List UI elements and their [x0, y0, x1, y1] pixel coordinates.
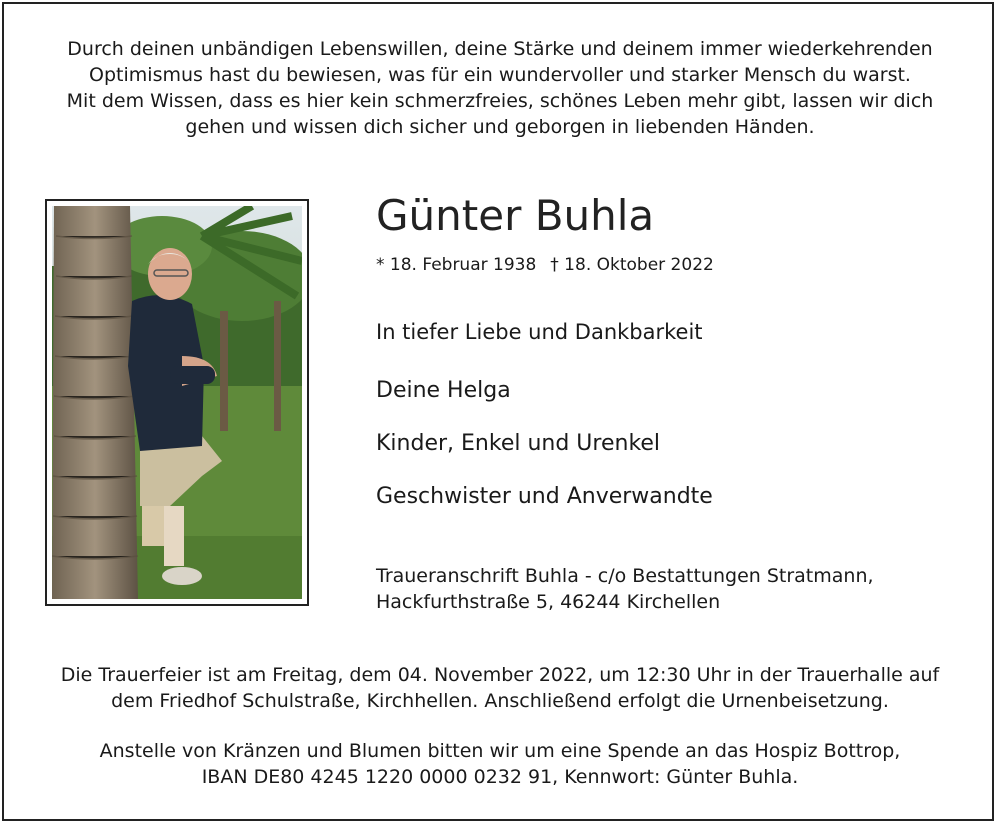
address-line: Hackfurthstraße 5, 46244 Kirchellen: [376, 591, 721, 613]
portrait-illustration: [52, 206, 302, 599]
birth-date: * 18. Februar 1938: [376, 255, 537, 275]
intro-line: Mit dem Wissen, dass es hier kein schmerzfreies, schönes Leben mehr gibt, lassen wir dich: [66, 90, 934, 112]
intro-text: [20, 36, 980, 140]
life-dates: [376, 253, 714, 277]
address-line: Traueranschrift Buhla - c/o Bestattungen Stratmann,: [376, 565, 874, 587]
mourning-address: [376, 563, 874, 615]
portrait-photo: [52, 206, 302, 599]
donation-line: IBAN DE80 4245 1220 0000 0232 91, Kennwort: Günter Buhla.: [201, 766, 799, 788]
love-line: In tiefer Liebe und Dankbarkeit: [376, 320, 703, 344]
donation-text: [20, 738, 980, 790]
ceremony-line: Die Trauerfeier ist am Freitag, dem 04. November 2022, um 12:30 Uhr in der Trauerhalle auf: [60, 664, 940, 686]
portrait-frame: [45, 199, 309, 606]
mourner-item: Deine Helga: [376, 378, 511, 403]
donation-line: Anstelle von Kränzen und Blumen bitten wir um eine Spende an das Hospiz Bottrop,: [99, 740, 901, 762]
intro-line: Optimismus hast du bewiesen, was für ein wundervoller und starker Mensch du warst.: [89, 64, 911, 86]
death-date: † 18. Oktober 2022: [550, 255, 714, 275]
ceremony-text: [20, 662, 980, 714]
ceremony-line: dem Friedhof Schulstraße, Kirchhellen. Anschließend erfolgt die Urnenbeisetzung.: [111, 690, 889, 712]
mourners-list: [376, 375, 713, 534]
intro-line: Durch deinen unbändigen Lebenswillen, deine Stärke und deinem immer wiederkehrenden: [67, 38, 933, 60]
mourner-item: Geschwister und Anverwandte: [376, 484, 713, 509]
intro-line: gehen und wissen dich sicher und geborgen in liebenden Händen.: [185, 116, 815, 138]
deceased-name: Günter Buhla: [376, 191, 655, 240]
mourner-item: Kinder, Enkel und Urenkel: [376, 431, 661, 456]
